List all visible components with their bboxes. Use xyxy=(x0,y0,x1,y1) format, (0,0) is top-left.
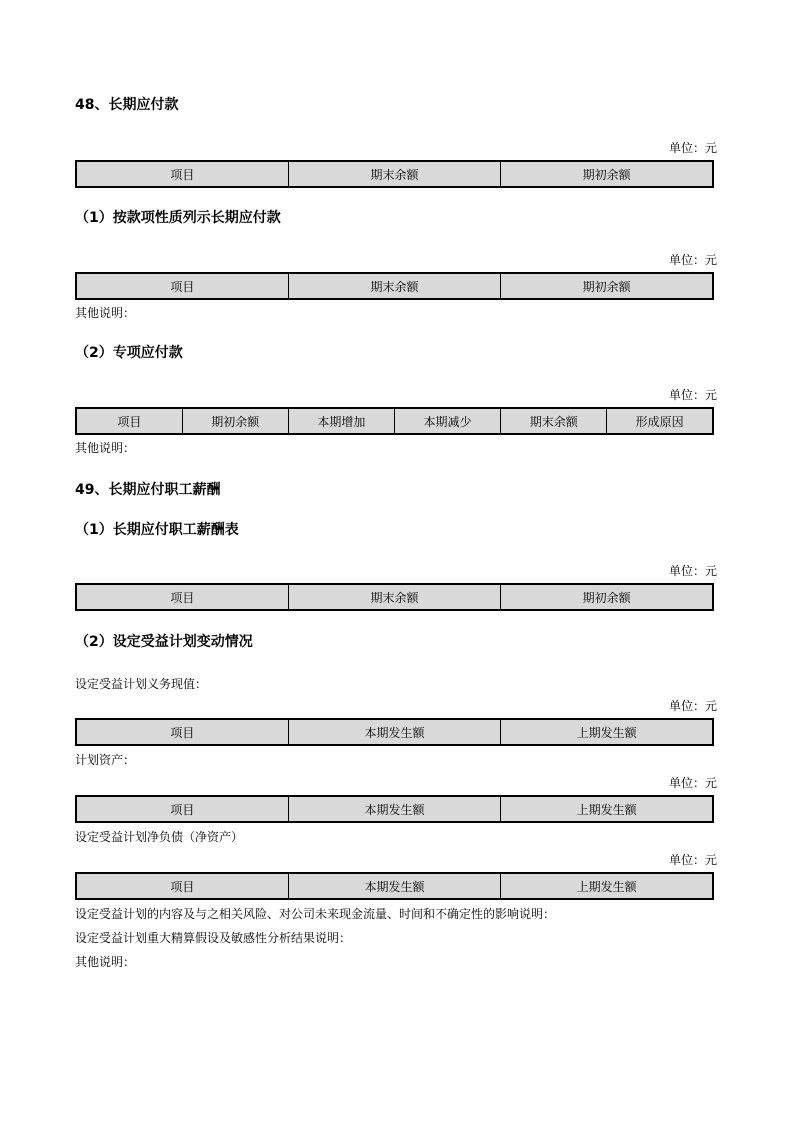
header-cell: 本期发生额 xyxy=(288,796,500,822)
net-liability-table xyxy=(75,872,714,900)
other-note: 其他说明： xyxy=(75,441,136,455)
unit-label: 单位：元 xyxy=(668,141,717,155)
actuarial-note: 设定受益计划重大精算假设及敏感性分析结果说明： xyxy=(75,931,352,945)
table-header-row xyxy=(76,873,713,899)
header-cell: 项目 xyxy=(76,719,288,745)
risk-note: 设定受益计划的内容及与之相关风险、对公司未来现金流量、时间和不确定性的影响说明： xyxy=(75,907,556,921)
header-cell: 期末余额 xyxy=(288,273,500,299)
unit-label: 单位：元 xyxy=(668,388,717,402)
section-48-1-title: （1）按款项性质列示长期应付款 xyxy=(75,210,281,226)
header-cell: 上期发生额 xyxy=(501,719,713,745)
header-cell: 期末余额 xyxy=(288,161,500,187)
unit-label: 单位：元 xyxy=(668,564,717,578)
table-header-row xyxy=(76,584,713,610)
unit-label: 单位：元 xyxy=(668,253,717,267)
header-cell: 项目 xyxy=(76,408,182,434)
table-header-row xyxy=(76,796,713,822)
unit-label: 单位：元 xyxy=(668,776,717,790)
table-header-row xyxy=(76,719,713,745)
long-term-payables-table xyxy=(75,160,714,188)
header-cell: 期初余额 xyxy=(501,584,713,610)
header-cell: 期末余额 xyxy=(288,584,500,610)
table-header-row xyxy=(76,273,713,299)
payables-by-nature-table xyxy=(75,272,714,300)
plan-assets-table xyxy=(75,795,714,823)
header-cell: 本期发生额 xyxy=(288,719,500,745)
header-cell: 项目 xyxy=(76,796,288,822)
obligation-label: 设定受益计划义务现值： xyxy=(75,677,208,691)
obligation-table xyxy=(75,718,714,746)
special-payables-table xyxy=(75,407,714,435)
header-cell: 期初余额 xyxy=(501,273,713,299)
plan-assets-label: 计划资产： xyxy=(75,753,136,767)
header-cell: 期末余额 xyxy=(501,408,607,434)
header-cell: 项目 xyxy=(76,161,288,187)
long-term-employee-benefits-table xyxy=(75,583,714,611)
unit-label: 单位：元 xyxy=(668,699,717,713)
header-cell: 形成原因 xyxy=(607,408,713,434)
net-liability-label: 设定受益计划净负债（净资产） xyxy=(75,830,244,844)
header-cell: 项目 xyxy=(76,873,288,899)
header-cell: 上期发生额 xyxy=(501,796,713,822)
table-header-row xyxy=(76,408,713,434)
header-cell: 期初余额 xyxy=(501,161,713,187)
table-header-row xyxy=(76,161,713,187)
header-cell: 本期增加 xyxy=(288,408,394,434)
unit-label: 单位：元 xyxy=(668,853,717,867)
section-48-title: 48、长期应付款 xyxy=(75,97,179,113)
header-cell: 本期减少 xyxy=(394,408,500,434)
other-note: 其他说明： xyxy=(75,306,136,320)
section-49-title: 49、长期应付职工薪酬 xyxy=(75,482,221,498)
header-cell: 本期发生额 xyxy=(288,873,500,899)
header-cell: 期初余额 xyxy=(182,408,288,434)
section-49-1-title: （1）长期应付职工薪酬表 xyxy=(75,522,239,538)
other-note: 其他说明： xyxy=(75,955,136,969)
header-cell: 上期发生额 xyxy=(501,873,713,899)
header-cell: 项目 xyxy=(76,584,288,610)
section-49-2-title: （2）设定受益计划变动情况 xyxy=(75,634,253,650)
section-48-2-title: （2）专项应付款 xyxy=(75,345,183,361)
header-cell: 项目 xyxy=(76,273,288,299)
